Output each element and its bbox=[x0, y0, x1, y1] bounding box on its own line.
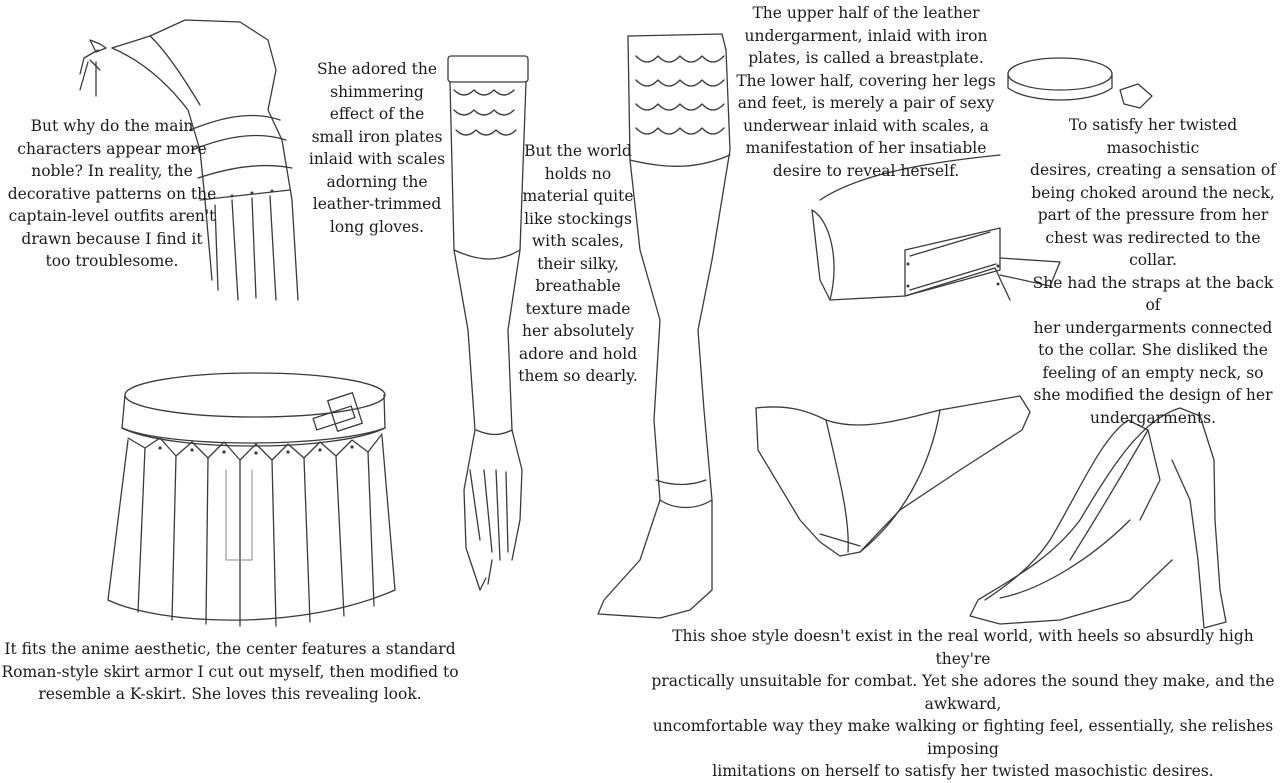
note-gloves: She adored the shimmering effect of the small iron plates inlaid with scales adorning the leather-trimmed long gloves. bbox=[308, 60, 446, 236]
pleated-skirt-drawing bbox=[108, 373, 395, 626]
note-stockings: But the world holds no material quite like stockings with scales, their silky, breathable texture made her absolutely adore and hold them so dearly. bbox=[518, 142, 638, 385]
note-collar: To satisfy her twisted masochistic desires, creating a sensation of being choked around the neck, part of the pressure from her chest was redirected to the collar. She had the straps at the back of her undergarments connected to the collar. She disliked the feeling of an empty neck, so she modified the design of her undergarments. bbox=[1030, 116, 1276, 427]
underwear-drawing bbox=[756, 396, 1030, 556]
high-heel-drawing bbox=[970, 408, 1226, 628]
note-noble: But why do the main characters appear more noble? In reality, the decorative patterns on the captain-level outfits aren't drawn because I find it too troublesome. bbox=[7, 117, 217, 270]
note-shoes: This shoe style doesn't exist in the real world, with heels so absurdly high they're practically unsuitable for combat. Yet she adores the sound they make, and the awkward, uncomfortable way they make walking or fighting feel, essentially, she relishes imposing limitations on herself to satisfy her twisted masochistic desires. bbox=[651, 627, 1275, 780]
note-breastplate: The upper half of the leather undergarment, inlaid with iron plates, is called a breastplate. The lower half, covering her legs and feet, is merely a pair of sexy underwear inlaid with scales, a manifestation of her insatiable desire to reveal herself. bbox=[736, 4, 996, 180]
note-skirt: It fits the anime aesthetic, the center features a standard Roman-style skirt armor I cut out myself, then modified to resemble a K-skirt. She loves this revealing look. bbox=[1, 640, 459, 703]
